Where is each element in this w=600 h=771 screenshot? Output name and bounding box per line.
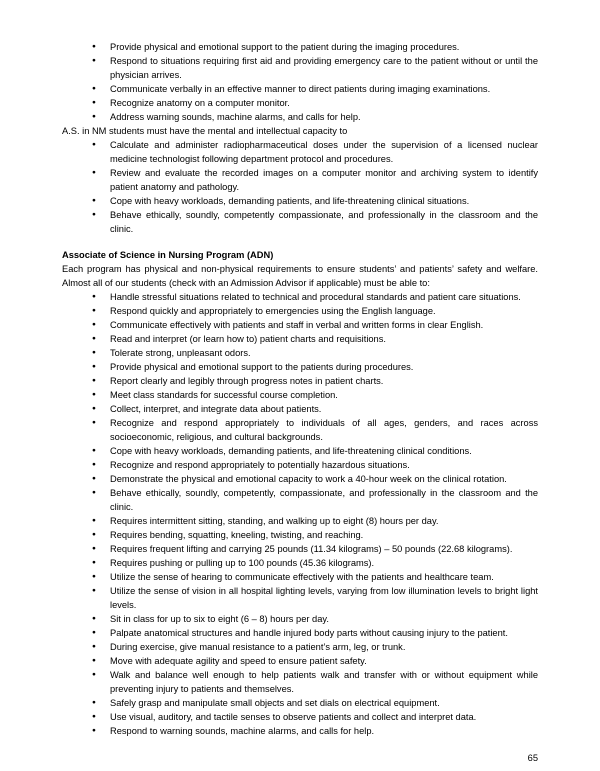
nm-capabilities-list (62, 138, 538, 236)
list-item: ● Communicate verbally in an effective manner to direct patients during imaging examinations. (62, 82, 538, 96)
list-item: ● Use visual, auditory, and tactile senses to observe patients and collect and interpret data. (62, 710, 538, 724)
list-item: ● Provide physical and emotional support to the patient during the imaging procedures. (62, 40, 538, 54)
list-item: ● Provide physical and emotional support to the patients during procedures. (62, 360, 538, 374)
list-item: ● Respond quickly and appropriately to emergencies using the English language. (62, 304, 538, 318)
list-item: ● Requires frequent lifting and carrying 25 pounds (11.34 kilograms) – 50 pounds (22.68 kilograms). (62, 542, 538, 556)
list-item: ● Communicate effectively with patients and staff in verbal and written forms in clear English. (62, 318, 538, 332)
list-item: ● Calculate and administer radiopharmaceutical doses under the supervision of a licensed nuclear medicine technologist following department protocol and procedures. (62, 138, 538, 166)
list-item: ● Tolerate strong, unpleasant odors. (62, 346, 538, 360)
list-item: ● Requires bending, squatting, kneeling, twisting, and reaching. (62, 528, 538, 542)
list-item: ● Report clearly and legibly through progress notes in patient charts. (62, 374, 538, 388)
list-item: ● Review and evaluate the recorded images on a computer monitor and archiving system to identify patient anatomy and pathology. (62, 166, 538, 194)
list-item: ● Behave ethically, soundly, competently compassionate, and professionally in the classroom and the clinic. (62, 208, 538, 236)
list-item: ● Recognize and respond appropriately to potentially hazardous situations. (62, 458, 538, 472)
list-item: ● Respond to warning sounds, machine alarms, and calls for help. (62, 724, 538, 738)
list-item: ● Recognize anatomy on a computer monitor. (62, 96, 538, 110)
list-item: ● Address warning sounds, machine alarms, and calls for help. (62, 110, 538, 124)
list-item: ● Collect, interpret, and integrate data about patients. (62, 402, 538, 416)
imaging-capabilities-list (62, 40, 538, 124)
list-item: ● Behave ethically, soundly, competently, compassionate, and professionally in the classroom and the clinic. (62, 486, 538, 514)
list-item: ● Safely grasp and manipulate small objects and set dials on electrical equipment. (62, 696, 538, 710)
list-item: ● Walk and balance well enough to help patients walk and transfer with or without equipment while preventing injury to patients and themselves. (62, 668, 538, 696)
adn-requirements-list (62, 290, 538, 738)
list-item: ● Cope with heavy workloads, demanding patients, and life-threatening clinical conditions. (62, 444, 538, 458)
list-item: ● Cope with heavy workloads, demanding patients, and life-threatening clinical situations. (62, 194, 538, 208)
list-item: ● Respond to situations requiring first aid and providing emergency care to the patient without or until the physician arrives. (62, 54, 538, 82)
nm-intro-paragraph: A.S. in NM students must have the mental and intellectual capacity to (62, 126, 348, 136)
list-item: ● Sit in class for up to six to eight (6 – 8) hours per day. (62, 612, 538, 626)
list-item: ● Demonstrate the physical and emotional capacity to work a 40-hour week on the clinical rotation. (62, 472, 538, 486)
adn-section-heading: Associate of Science in Nursing Program (ADN) (62, 250, 274, 260)
list-item: ● Requires pushing or pulling up to 100 pounds (45.36 kilograms). (62, 556, 538, 570)
adn-intro-paragraph: Each program has physical and non-physical requirements to ensure students’ and patients’ safety and welfare. Almost all of our students (check with an Admission Advisor if applicable) must be able to: (62, 264, 538, 288)
list-item: ● Requires intermittent sitting, standing, and walking up to eight (8) hours per day. (62, 514, 538, 528)
list-item: ● Utilize the sense of vision in all hospital lighting levels, varying from low illumination levels to bright light levels. (62, 584, 538, 612)
list-item: ● Palpate anatomical structures and handle injured body parts without causing injury to the patient. (62, 626, 538, 640)
list-item: ● During exercise, give manual resistance to a patient’s arm, leg, or trunk. (62, 640, 538, 654)
list-item: ● Utilize the sense of hearing to communicate effectively with the patients and healthcare team. (62, 570, 538, 584)
list-item: ● Handle stressful situations related to technical and procedural standards and patient care situations. (62, 290, 538, 304)
list-item: ● Read and interpret (or learn how to) patient charts and requisitions. (62, 332, 538, 346)
list-item: ● Recognize and respond appropriately to individuals of all ages, genders, and races across socioeconomic, religious, and cultural backgrounds. (62, 416, 538, 444)
list-item: ● Meet class standards for successful course completion. (62, 388, 538, 402)
list-item: ● Move with adequate agility and speed to ensure patient safety. (62, 654, 538, 668)
page-number: 65 (527, 753, 538, 763)
